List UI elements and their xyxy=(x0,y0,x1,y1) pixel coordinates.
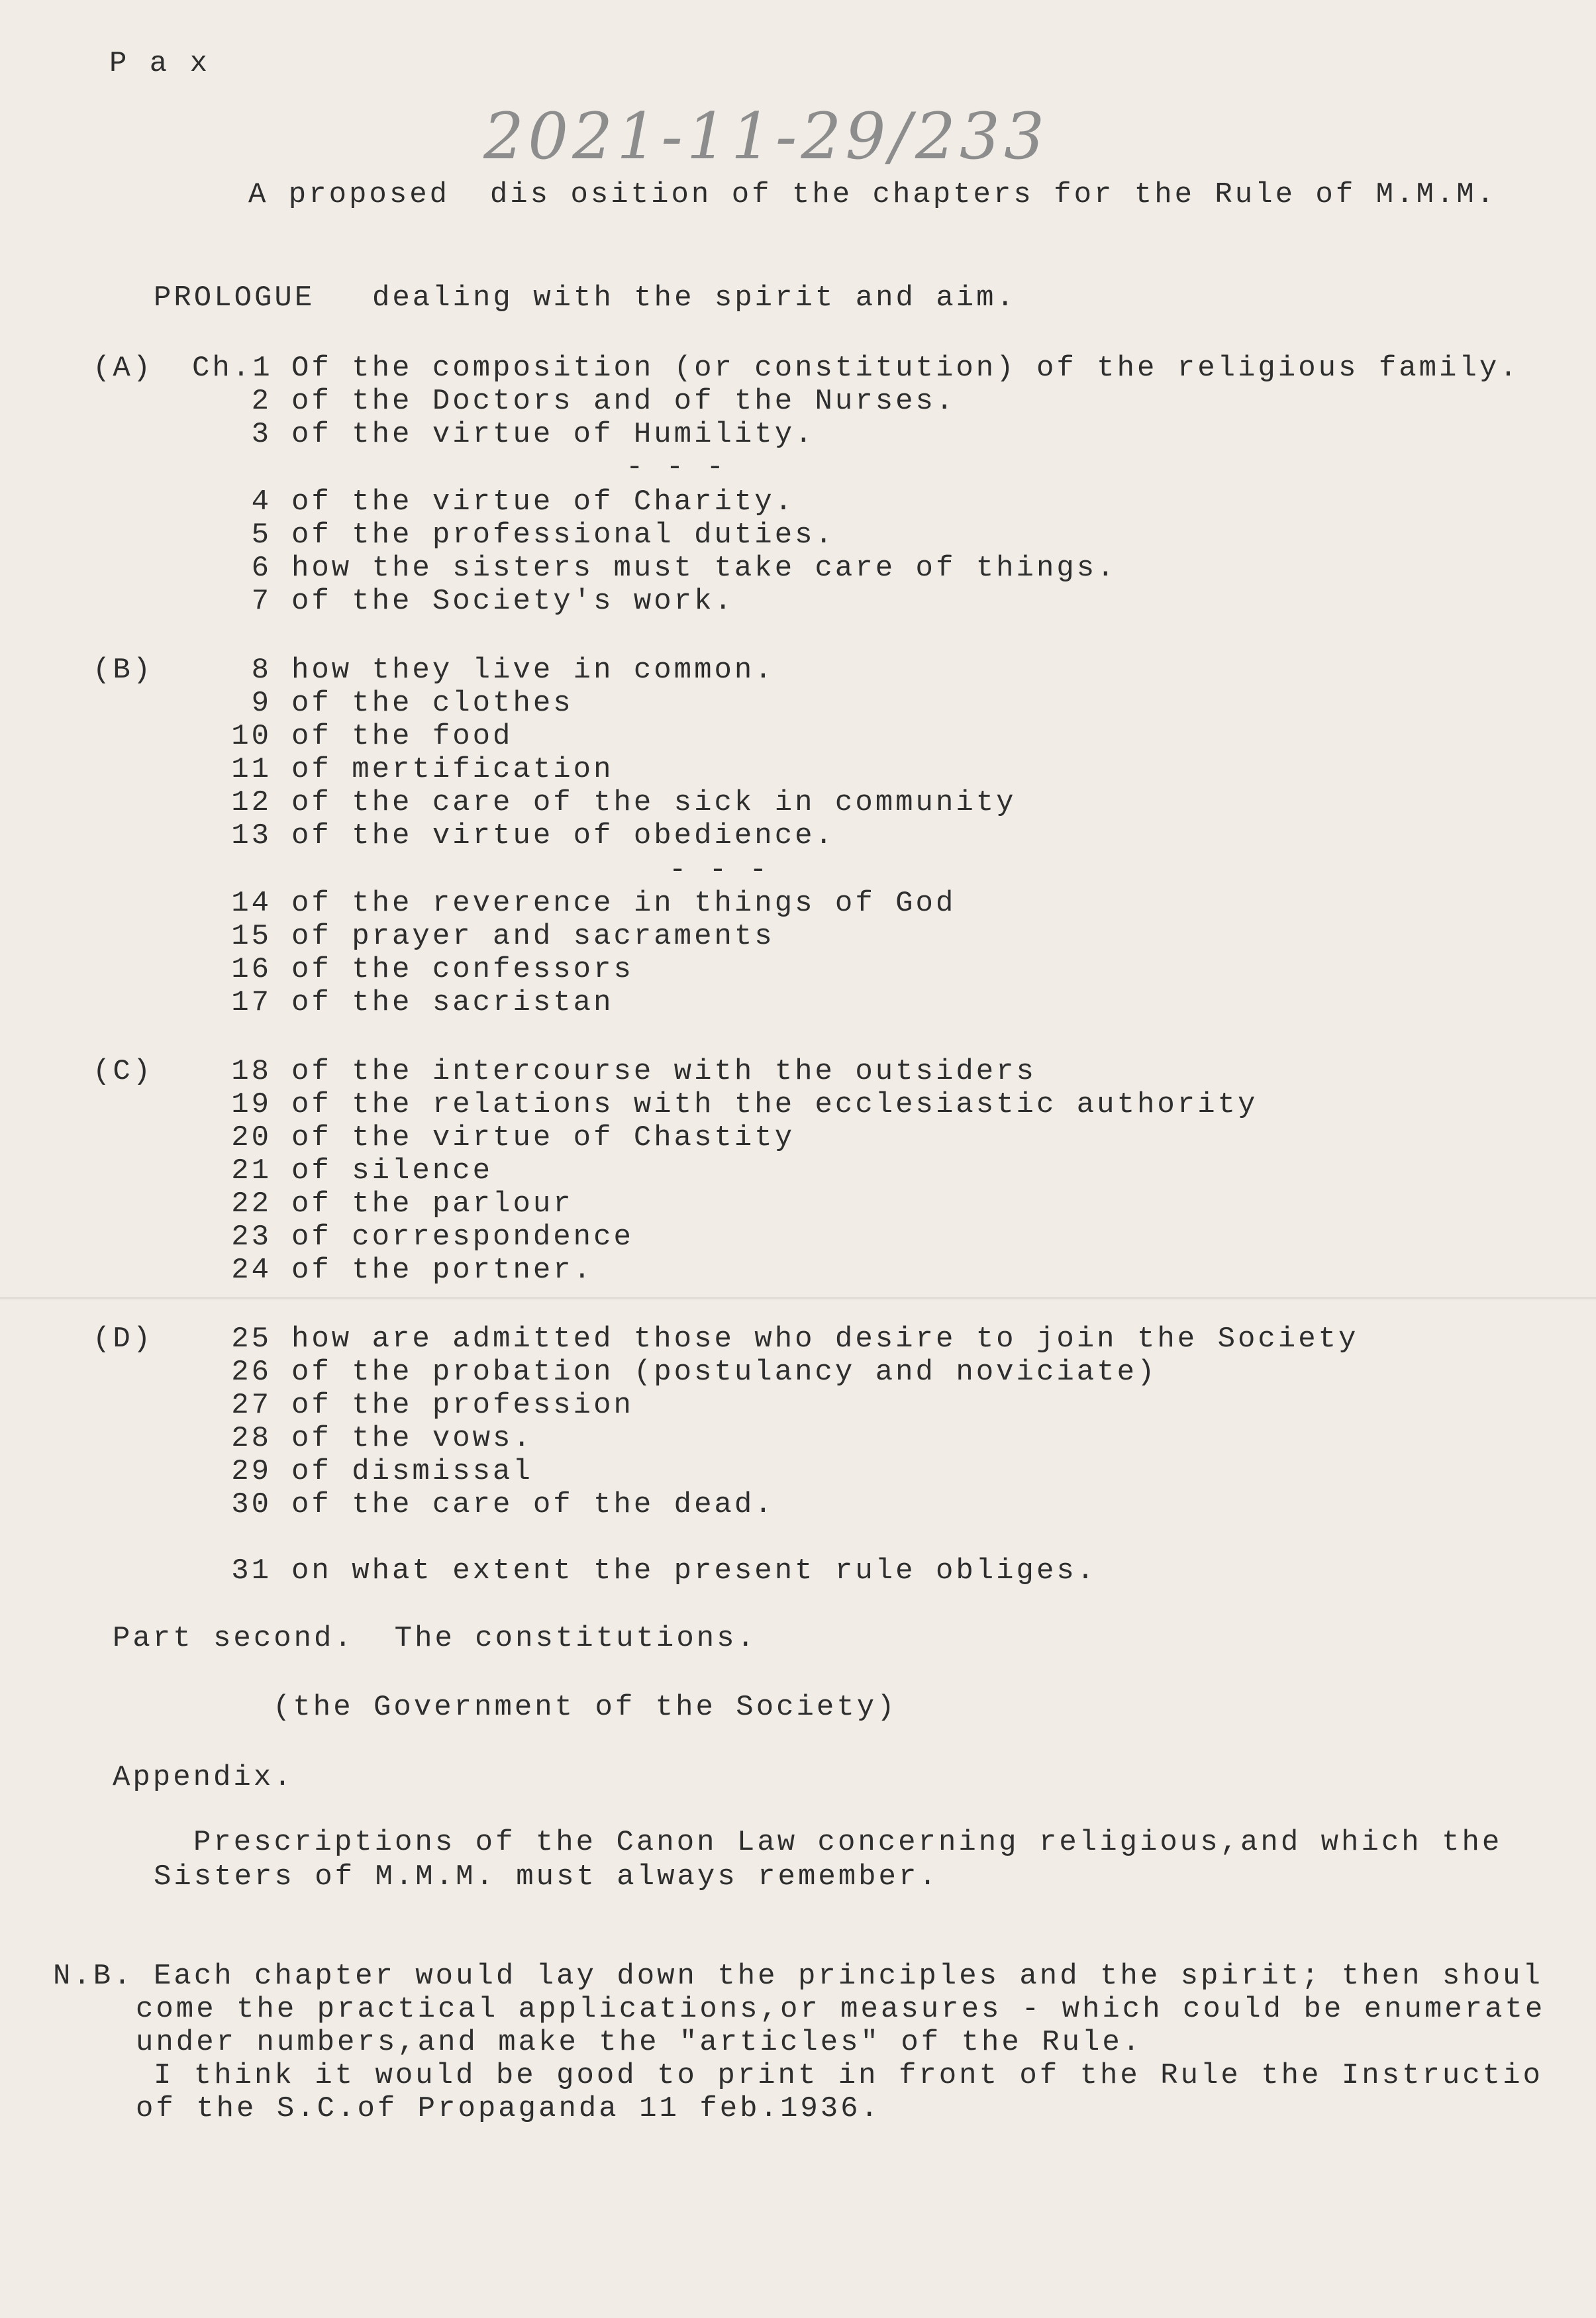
chapter-number: 20 xyxy=(231,1121,272,1154)
chapter-number: 6 xyxy=(251,552,272,585)
chapter-line: of the reverence in things of God xyxy=(291,887,956,920)
section-a-label: (A) xyxy=(93,352,154,385)
pax-heading: P a x xyxy=(109,47,211,80)
chapter-line: of the relations with the ecclesiastic authority xyxy=(291,1088,1258,1121)
nota-bene-line: of the S.C.of Propaganda 11 feb.1936. xyxy=(136,2092,881,2125)
section-c-label: (C) xyxy=(93,1055,154,1088)
chapter-line: of the care of the dead. xyxy=(291,1488,775,1521)
chapter-line: of the virtue of Charity. xyxy=(291,485,795,519)
paper-fold-line xyxy=(0,1297,1596,1299)
nota-bene-line: come the practical applications,or measures - which could be enumerate xyxy=(136,1993,1546,2026)
chapter-number: 15 xyxy=(231,920,272,953)
chapter-line: of the Doctors and of the Nurses. xyxy=(291,385,956,418)
chapter-number: 5 xyxy=(251,519,272,552)
chapter-line: of the professional duties. xyxy=(291,519,835,552)
chapter-line: of dismissal xyxy=(291,1455,533,1488)
prologue-label: PROLOGUE xyxy=(154,281,315,315)
closing-chapter-text: on what extent the present rule obliges. xyxy=(291,1554,1097,1587)
chapter-number: 11 xyxy=(231,753,272,786)
chapter-number: 4 xyxy=(251,485,272,519)
chapter-number: 30 xyxy=(231,1488,272,1521)
document-title: A proposed dis osition of the chapters for the Rule of M.M.M. xyxy=(248,178,1497,211)
section-b-label: (B) xyxy=(93,654,154,687)
chapter-number: 17 xyxy=(231,986,272,1019)
appendix-heading: Appendix. xyxy=(113,1761,294,1794)
chapter-line: of the vows. xyxy=(291,1422,533,1455)
chapter-line: how are admitted those who desire to join the Society xyxy=(291,1323,1359,1356)
chapter-number: 26 xyxy=(231,1356,272,1389)
chapter-line: how the sisters must take care of things. xyxy=(291,552,1117,585)
chapter-number: 25 xyxy=(231,1323,272,1356)
separator: - - - xyxy=(669,854,770,887)
chapter-line: Of the composition (or constitution) of the religious family. xyxy=(291,352,1520,385)
chapter-line: of correspondence xyxy=(291,1221,634,1254)
chapter-number: 23 xyxy=(231,1221,272,1254)
chapter-line: of the portner. xyxy=(291,1254,594,1287)
chapter-line: of the sacristan xyxy=(291,986,614,1019)
chapter-number: 14 xyxy=(231,887,272,920)
chapter-number: 3 xyxy=(251,418,272,451)
chapter-line: of the food xyxy=(291,720,513,753)
chapter-line: of silence xyxy=(291,1154,493,1187)
nota-bene-line: I think it would be good to print in front of the Rule the Instructio xyxy=(154,2059,1543,2092)
section-d-label: (D) xyxy=(93,1323,154,1356)
chapter-line: of the virtue of Chastity xyxy=(291,1121,795,1154)
chapter-number: 27 xyxy=(231,1389,272,1422)
chapter-line: of the confessors xyxy=(291,953,634,986)
chapter-number: 7 xyxy=(251,585,272,618)
chapter-line: of the virtue of Humility. xyxy=(291,418,815,451)
chapter-line: of the profession xyxy=(291,1389,634,1422)
handwritten-reference-number: 2021-11-29/233 xyxy=(483,99,1049,174)
chapter-number: 12 xyxy=(231,786,272,819)
chapter-line: of the intercourse with the outsiders xyxy=(291,1055,1036,1088)
chapter-number: 28 xyxy=(231,1422,272,1455)
prologue-text: dealing with the spirit and aim. xyxy=(372,281,1017,315)
chapter-number: 21 xyxy=(231,1154,272,1187)
chapter-number: 22 xyxy=(231,1187,272,1221)
chapter-number: 10 xyxy=(231,720,272,753)
chapter-number: 18 xyxy=(231,1055,272,1088)
chapter-line: how they live in common. xyxy=(291,654,775,687)
chapter-line: of the clothes xyxy=(291,687,574,720)
chapter-line: of mertification xyxy=(291,753,614,786)
chapter-number: 9 xyxy=(251,687,272,720)
chapter-line: of the care of the sick in community xyxy=(291,786,1017,819)
chapter-number: 8 xyxy=(251,654,272,687)
nota-bene-line: N.B. Each chapter would lay down the principles and the spirit; then shoul xyxy=(53,1960,1543,1993)
chapter-number: 13 xyxy=(231,819,272,852)
chapter-line: of the Society's work. xyxy=(291,585,734,618)
chapter-line: of the parlour xyxy=(291,1187,574,1221)
chapter-line: of the virtue of obedience. xyxy=(291,819,835,852)
government-subheading: (the Government of the Society) xyxy=(273,1691,897,1724)
separator: - - - xyxy=(626,451,727,484)
chapter-number: 29 xyxy=(231,1455,272,1488)
appendix-line: Prescriptions of the Canon Law concerning religious,and which the xyxy=(193,1826,1503,1859)
chapter-number: 19 xyxy=(231,1088,272,1121)
nota-bene-line: under numbers,and make the "articles" of the Rule. xyxy=(136,2026,1143,2059)
chapter-1-prefix: Ch.1 xyxy=(192,352,273,385)
chapter-number: 24 xyxy=(231,1254,272,1287)
chapter-line: of prayer and sacraments xyxy=(291,920,775,953)
chapter-number: 31 xyxy=(231,1554,272,1587)
appendix-line: Sisters of M.M.M. must always remember. xyxy=(154,1860,939,1893)
chapter-line: of the probation (postulancy and noviciate) xyxy=(291,1356,1158,1389)
part-second-heading: Part second. The constitutions. xyxy=(113,1622,757,1655)
chapter-number: 16 xyxy=(231,953,272,986)
chapter-number: 2 xyxy=(251,385,272,418)
